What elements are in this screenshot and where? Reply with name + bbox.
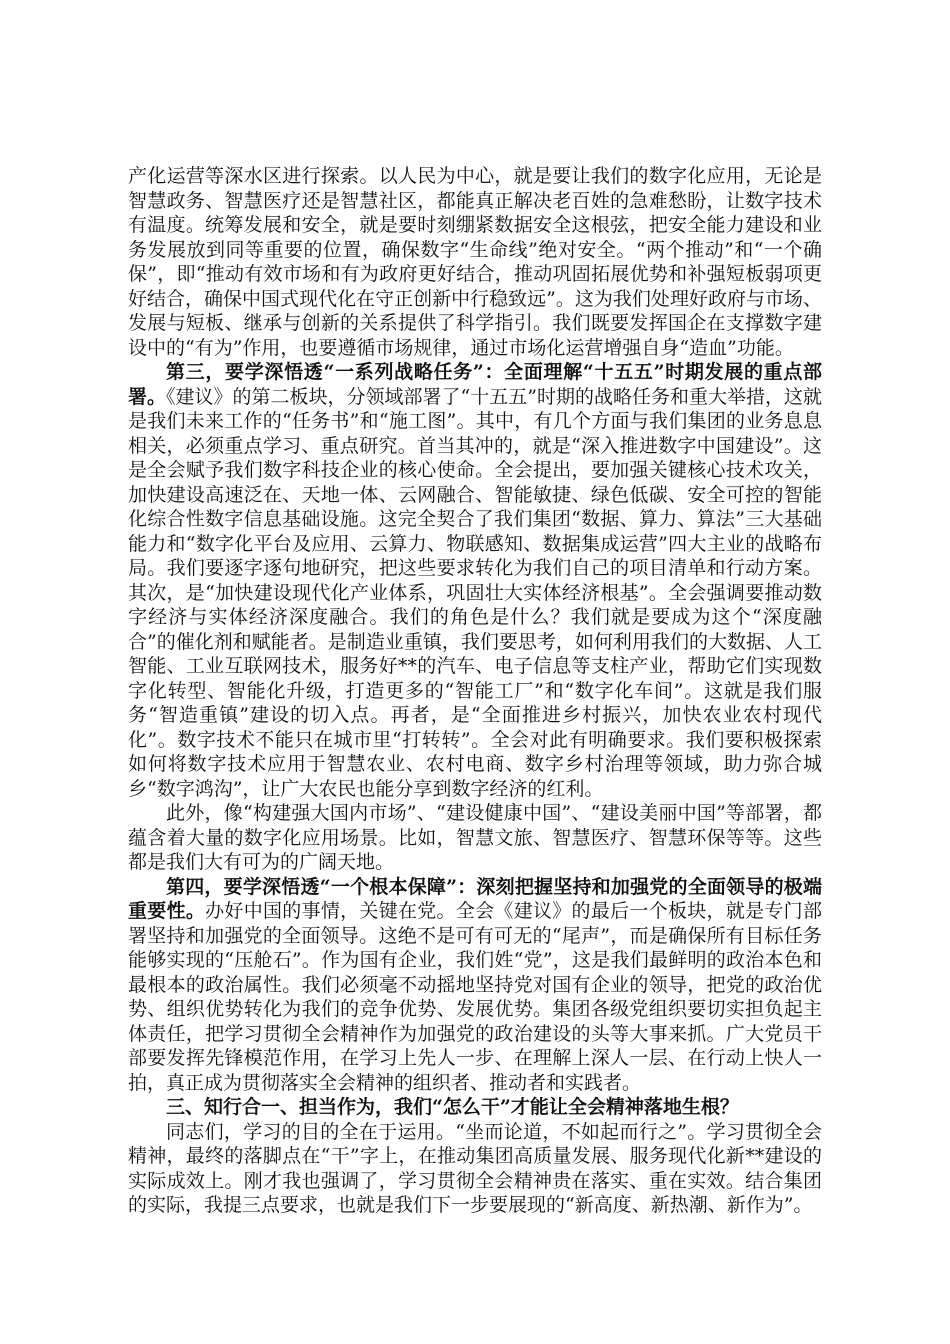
- section-heading-3-text: 三、知行合一、担当作为，我们“怎么干”才能让全会精神落地生根？: [166, 1096, 739, 1118]
- paragraph-4-heading: 第四，要学深悟透“一个根本保障”：深刻把握坚持和加强党的全面领导的极端重要性。: [128, 875, 822, 922]
- paragraph-3: [128, 801, 822, 875]
- paragraph-2-heading: 第三，要学深悟透“一系列战略任务”：全面理解“十五五”时期发展的重点部署。: [128, 361, 822, 408]
- document-body: [128, 164, 822, 1218]
- paragraph-1: [128, 164, 822, 360]
- paragraph-2: [128, 360, 822, 801]
- paragraph-6-text: 同志们，学习的目的全在于运用。“坐而论道，不如起而行之”。学习贯彻全会精神，最终的落脚点在“干”字上，在推动集团高质量发展、服务现代化新**建设的实际成效上。刚才我也强调了，学习贯彻全会精神贵在落实、重在实效。结合集团的实际，我提三点要求，也就是我们下一步要展现的“新高度、新热潮、新作为”。: [128, 1120, 822, 1216]
- paragraph-4: [128, 875, 822, 1096]
- paragraph-2-text: 《建议》的第二板块，分领域部署了“十五五”时期的战略任务和重大举措，这就是我们未来工作的“任务书”和“施工图”。其中，有几个方面与我们集团的业务息息相关，必须重点学习、重点研究。首当其冲的，就是“深入推进数字中国建设”。这是全会赋予我们数字科技企业的核心使命。全会提出，要加强关键核心技术攻关，加快建设高速泛在、天地一体、云网融合、智能敏捷、绿色低碳、安全可控的智能化综合性数字信息基础设施。这完全契合了我们集团“数据、算力、算法”三大基础能力和“数字化平台及应用、云算力、物联感知、数据集成运营”四大主业的战略布局。我们要逐字逐句地研究，把这些要求转化为我们自己的项目清单和行动方案。其次，是“加快建设现代化产业体系，巩固壮大实体经济根基”。全会强调要推动数字经济与实体经济深度融合。我们的角色是什么？我们就是要成为这个“深度融合”的催化剂和赋能者。是制造业重镇，我们要思考，如何利用我们的大数据、人工智能、工业互联网技术，服务好**的汽车、电子信息等支柱产业，帮助它们实现数字化转型、智能化升级，打造更多的“智能工厂”和“数字化车间”。这就是我们服务“智造重镇”建设的切入点。再者，是“全面推进乡村振兴，加快农业农村现代化”。数字技术不能只在城市里“打转转”。全会对此有明确要求。我们要积极探索如何将数字技术应用于智慧农业、农村电商、数字乡村治理等领域，助力弥合城乡“数字鸿沟”，让广大农民也能分享到数字经济的红利。: [128, 385, 822, 800]
- paragraph-4-text: 办好中国的事情，关键在党。全会《建议》的最后一个板块，就是专门部署坚持和加强党的全面领导。这绝不是可有可无的“尾声”，而是确保所有目标任务能够实现的“压舱石”。作为国有企业，我们姓“党”，这是我们最鲜明的政治本色和最根本的政治属性。我们必须毫不动摇地坚持党对国有企业的领导，把党的政治优势、组织优势转化为我们的竞争优势、发展优势。集团各级党组织要切实担负起主体责任，把学习贯彻全会精神作为加强党的政治建设的头等大事来抓。广大党员干部要发挥先锋模范作用，在学习上先人一步、在理解上深人一层、在行动上快人一拍，真正成为贯彻落实全会精神的组织者、推动者和实践者。: [128, 900, 822, 1094]
- paragraph-3-text: 此外，像“构建强大国内市场”、“建设健康中国”、“建设美丽中国”等部署，都蕴含着大量的数字化应用场景。比如，智慧文旅、智慧医疗、智慧环保等等。这些都是我们大有可为的广阔天地。: [128, 802, 822, 873]
- paragraph-1-text: 产化运营等深水区进行探索。以人民为中心，就是要让我们的数字化应用，无论是智慧政务、智慧医疗还是智慧社区，都能真正解决老百姓的急难愁盼，让数字技术有温度。统筹发展和安全，就是要时刻绷紧数据安全这根弦，把安全能力建设和业务发展放到同等重要的位置，确保数字“生命线”绝对安全。“两个推动”和“一个确保”，即“推动有效市场和有为政府更好结合，推动巩固拓展优势和补强短板弱项更好结合，确保中国式现代化在守正创新中行稳致远”。这为我们处理好政府与市场、发展与短板、继承与创新的关系提供了科学指引。我们既要发挥国企在支撑数字建设中的“有为”作用，也要遵循市场规律，通过市场化运营增强自身“造血”功能。: [128, 165, 822, 359]
- section-heading-3: [128, 1095, 822, 1120]
- paragraph-6: [128, 1120, 822, 1218]
